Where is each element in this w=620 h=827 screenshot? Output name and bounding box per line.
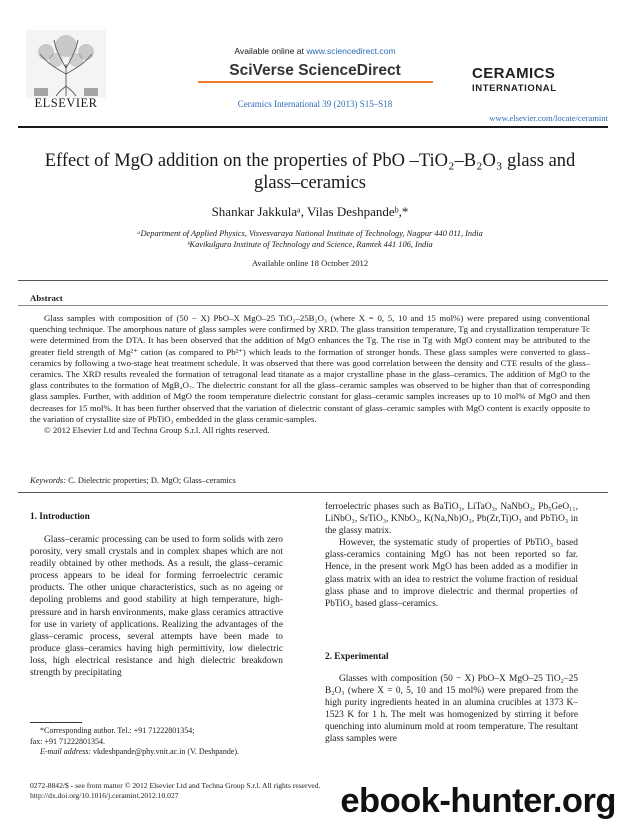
doi-link[interactable]: http://dx.doi.org/10.1016/j.ceramint.2012.10.027 [30,790,179,800]
journal-url-link[interactable]: www.elsevier.com/locate/ceramint [489,113,608,123]
available-online-line [170,46,460,56]
journal-title-line1: CERAMICS [472,65,556,82]
keywords-divider [18,492,608,493]
right-column-top [325,501,578,610]
intro-paragraph-2: ferroelectric phases such as BaTiO₃, LiTaO₃, NaNbO₃, Pb₅GeO₁₁, LiNbO₃, SrTiO₃, KNbO₃, K(Na,Nb)O₃, Pb(Zr,Ti)O₃ and PbTiO₃ in the glassy matrix. [325,502,578,537]
keywords-values: C. Dielectric properties; D. MgO; Glass–ceramics [68,476,236,485]
keywords-line [30,476,590,485]
section-1-heading: 1. Introduction [30,512,90,522]
abstract-heading-divider [18,305,608,306]
right-column-bottom [325,673,578,746]
article-title: Effect of MgO addition on the properties of PbO –TiO₂–B₂O₃ glass and glass–ceramics [44,151,576,193]
journal-logo [472,66,602,94]
logo-underline [198,81,433,83]
left-column [30,534,283,679]
footnote-corresponding: *Corresponding author. Tel.: +91 71222801354; [40,726,195,735]
footnote-email-label: E-mail address: [40,747,92,756]
available-online-prefix: Available online at [234,46,307,56]
available-online-date: Available online 18 October 2012 [251,258,369,268]
intro-paragraph-1: Glass–ceramic processing can be used to form solids with zero porosity, very small crystals and in complex shapes which are not readily obtained by other methods. As a result, the glass–ceramic process appears to be ideal for forming ferroelectric ceramic products. The other unique characteristics, such as no ageing or depoling problems and good stability at high temperature, high-pressure and in harsh environments, make glass ceramics attractive for use in variety of applications. Realizing the advantages of the glass–ceramic process, several attempts have been made to produce glass–ceramics having high permittivity, low dielectric loss, high electrical resistance and high dielectric breakdown strength by precipitating [30,535,283,679]
abstract-body [30,313,590,436]
platform-name: SciVerse ScienceDirect [229,62,401,79]
keywords-label: Keywords: [30,476,66,485]
abstract-heading: Abstract [30,293,63,303]
article-authors: Shankar Jakkulaᵃ, Vilas Deshpandeᵇ,* [211,204,409,219]
header-divider [18,126,608,128]
publisher-wordmark: ELSEVIER [34,96,98,110]
sciencedirect-link[interactable]: www.sciencedirect.com [306,46,396,56]
abstract-copyright: © 2012 Elsevier Ltd and Techna Group S.r.l. All rights reserved. [44,425,270,436]
intro-paragraph-3: However, the systematic study of properties of PbTiO₃ based glass-ceramics containing MgO has not been reported so far. Hence, in the present work MgO has been added as a modifier in glass matrix with an idea to restrict the volume fraction of residual glass phase and to improve dielectric and thermal properties of PbTiO₃ based glass–ceramics. [325,538,578,609]
elsevier-tree-logo [26,30,106,98]
section-2-heading: 2. Experimental [325,652,389,662]
affiliations [40,228,580,250]
footnote [30,726,300,758]
affiliation-a: ᵃDepartment of Applied Physics, Visvesvaraya National Institute of Technology, Nagpur 440 011, India [137,229,483,238]
abstract-text: Glass samples with composition of (50 − X) PbO–X MgO–25 TiO₂–25B₂O₃ (where X = 0, 5, 10 and 15 mol%) were prepared using conventional quenching technique. The amorphous nature of glass samples were confirmed by XRD. The glass transition temperature, Tg and crystallization temperature Tc were determined from the DTA. It has been observed that the addition of MgO enhances the Tg. The rise in Tg with MgO content may be attributed to the greater field strength of Mg²⁺ cation (as compared to Pb²⁺) which leads to the formation of stronger bonds. These glass samples were converted to glass–ceramics by following a two-stage heat treatment schedule. It was observed that there was good correlation between the density and CTE results of the glass–ceramics. The XRD results revealed the formation of tetragonal lead titanate as a major crystalline phase in the glass–ceramics. The addition of MgO to the glass contributes to the formation of MgB₄O₇. The dielectric constant for all the glass–ceramic samples was observed to be higher than that of corresponding glass samples. Further, with addition of MgO the room temperature dielectric constant for glass–ceramic samples increases up to 10 mol% of MgO and then decreases for 15 mol%. It has been further observed that the variation of dielectric constant of glass–ceramic samples with MgO content is exactly opposite to the variation of crystallite size of PbTiO₃ embedded in the glass ceramic-samples. [30,313,590,424]
issn-line: 0272-8842/$ - see front matter © 2012 Elsevier Ltd and Techna Group S.r.l. All rights reserved. [30,781,321,790]
watermark-text: ebook-hunter.org [340,782,616,820]
experimental-paragraph-1: Glasses with composition (50 − X) PbO–X MgO–25 TiO₂–25 B₂O₃ (where X = 0, 5, 10 and 15 mol%) were prepared from the high purity ingredients heated in an alumina crucibles at 1373 K–1523 K for 1 h. The melt was homogenized by stirring it before quenching into aluminum mold at room temperature. The resultant glass samples were [325,674,578,745]
sciverse-sciencedirect-logo [180,62,450,83]
abstract-top-divider [18,280,608,281]
journal-citation[interactable]: Ceramics International 39 (2013) S15–S18 [237,99,393,109]
affiliation-b: ᵇKavikulguru Institute of Technology and Science, Ramtek 441 106, India [187,240,433,249]
footnote-email-link[interactable]: vkdeshpande@phy.vnit.ac.in (V. Deshpande). [91,747,240,756]
footnote-fax: fax: +91 71222801354. [30,736,105,746]
journal-title-line2: INTERNATIONAL [472,83,557,94]
footnote-rule [30,722,82,723]
